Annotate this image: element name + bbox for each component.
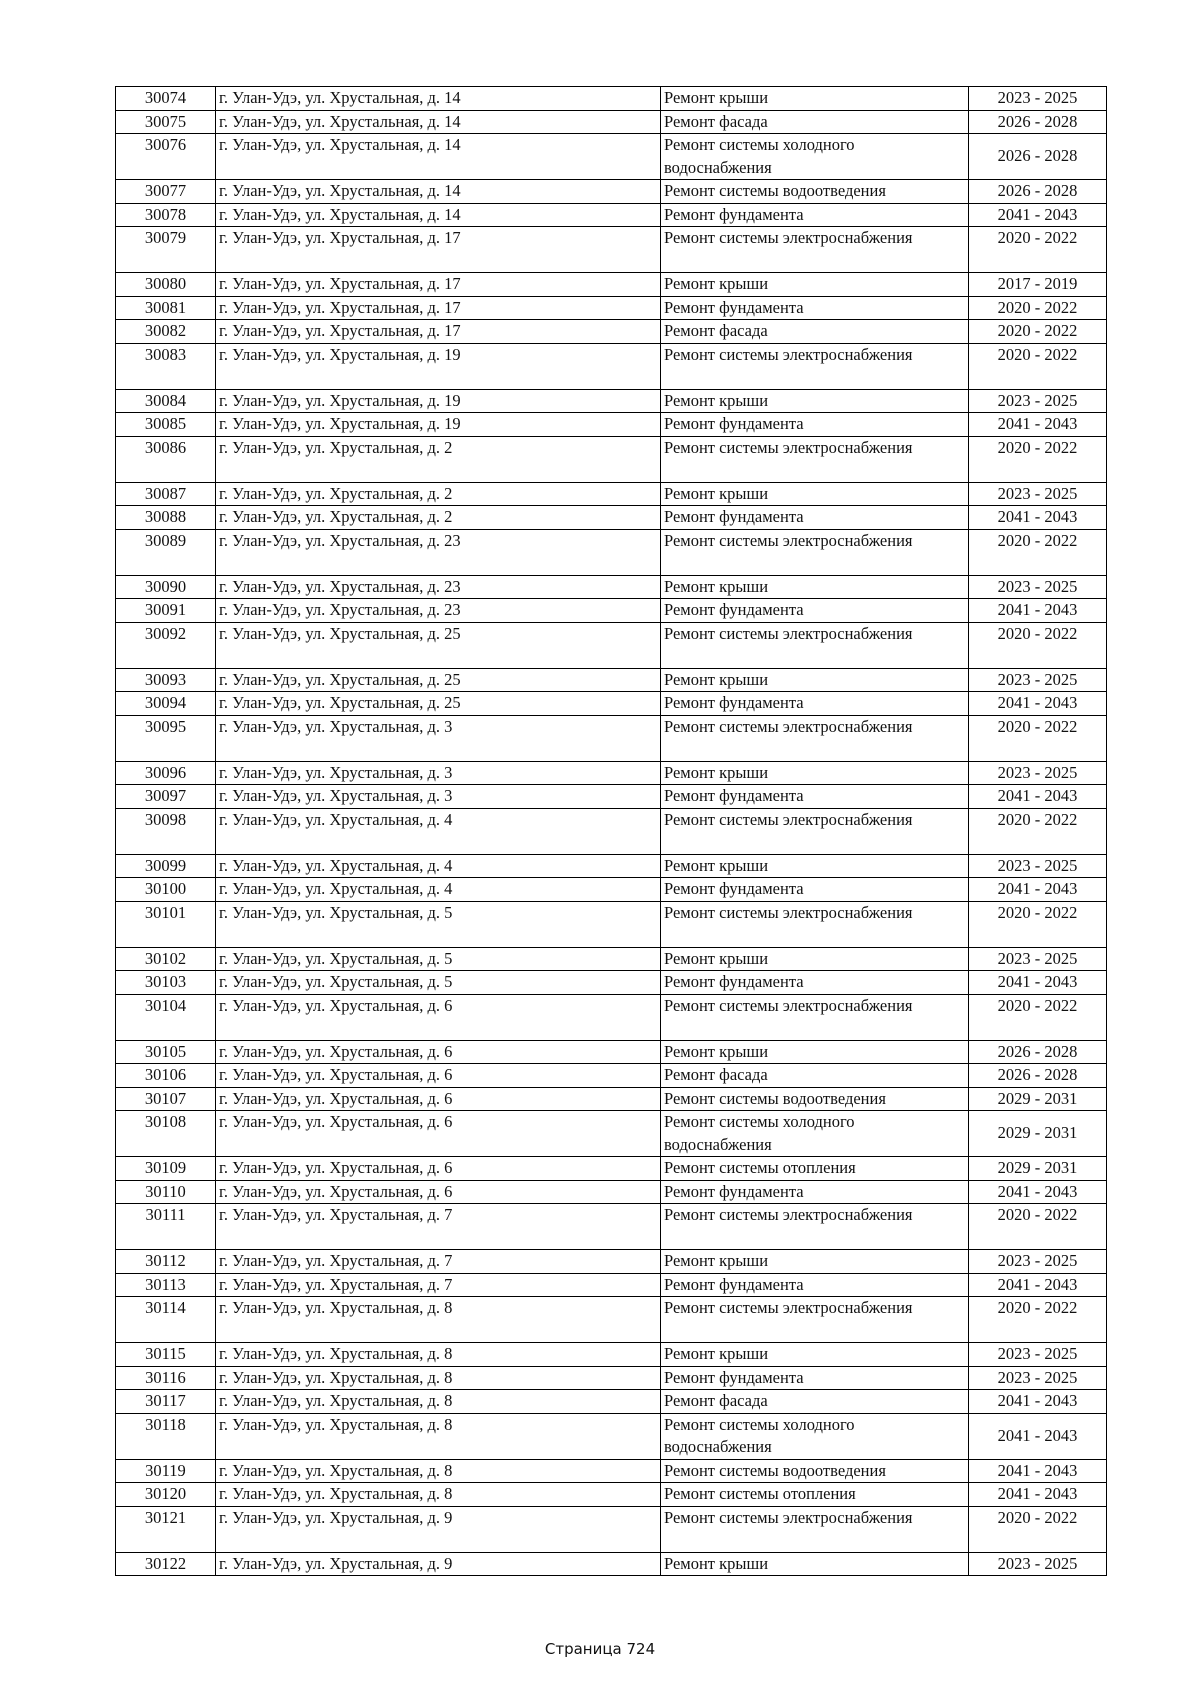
cell-id: 30076	[116, 134, 216, 180]
cell-work-type: Ремонт системы электроснабжения	[661, 1297, 969, 1343]
table-row	[116, 436, 1107, 482]
cell-period: 2020 - 2022	[969, 901, 1107, 947]
cell-address: г. Улан-Удэ, ул. Хрустальная, д. 19	[216, 389, 661, 413]
table-row	[116, 1111, 1107, 1157]
cell-address: г. Улан-Удэ, ул. Хрустальная, д. 6	[216, 1111, 661, 1157]
cell-address: г. Улан-Удэ, ул. Хрустальная, д. 2	[216, 436, 661, 482]
table-row	[116, 971, 1107, 995]
cell-address: г. Улан-Удэ, ул. Хрустальная, д. 8	[216, 1343, 661, 1367]
cell-period: 2020 - 2022	[969, 808, 1107, 854]
table-row	[116, 668, 1107, 692]
cell-address: г. Улан-Удэ, ул. Хрустальная, д. 4	[216, 808, 661, 854]
cell-address: г. Улан-Удэ, ул. Хрустальная, д. 17	[216, 273, 661, 297]
table-row	[116, 622, 1107, 668]
table-row	[116, 203, 1107, 227]
cell-period: 2041 - 2043	[969, 1413, 1107, 1459]
cell-id: 30119	[116, 1459, 216, 1483]
cell-period: 2020 - 2022	[969, 296, 1107, 320]
cell-id: 30106	[116, 1064, 216, 1088]
cell-period: 2041 - 2043	[969, 692, 1107, 716]
cell-period: 2023 - 2025	[969, 668, 1107, 692]
cell-period: 2020 - 2022	[969, 529, 1107, 575]
cell-address: г. Улан-Удэ, ул. Хрустальная, д. 3	[216, 785, 661, 809]
cell-address: г. Улан-Удэ, ул. Хрустальная, д. 8	[216, 1297, 661, 1343]
cell-period: 2020 - 2022	[969, 436, 1107, 482]
cell-id: 30116	[116, 1366, 216, 1390]
cell-work-type: Ремонт системы электроснабжения	[661, 343, 969, 389]
cell-period: 2026 - 2028	[969, 134, 1107, 180]
cell-address: г. Улан-Удэ, ул. Хрустальная, д. 14	[216, 180, 661, 204]
cell-work-type: Ремонт системы электроснабжения	[661, 994, 969, 1040]
table-body	[116, 87, 1107, 1576]
table-row	[116, 343, 1107, 389]
cell-work-type: Ремонт системы электроснабжения	[661, 1506, 969, 1552]
table-row	[116, 1506, 1107, 1552]
cell-work-type: Ремонт крыши	[661, 575, 969, 599]
cell-address: г. Улан-Удэ, ул. Хрустальная, д. 8	[216, 1483, 661, 1507]
cell-period: 2023 - 2025	[969, 854, 1107, 878]
cell-work-type: Ремонт системы отопления	[661, 1483, 969, 1507]
table-row	[116, 134, 1107, 180]
cell-work-type: Ремонт фасада	[661, 320, 969, 344]
cell-address: г. Улан-Удэ, ул. Хрустальная, д. 9	[216, 1552, 661, 1576]
cell-work-type: Ремонт системы электроснабжения	[661, 227, 969, 273]
cell-period: 2041 - 2043	[969, 1459, 1107, 1483]
cell-work-type: Ремонт системы электроснабжения	[661, 1204, 969, 1250]
cell-id: 30087	[116, 482, 216, 506]
cell-id: 30077	[116, 180, 216, 204]
table-row	[116, 180, 1107, 204]
cell-work-type: Ремонт фундамента	[661, 599, 969, 623]
table-row	[116, 87, 1107, 111]
cell-address: г. Улан-Удэ, ул. Хрустальная, д. 14	[216, 203, 661, 227]
cell-id: 30099	[116, 854, 216, 878]
cell-work-type: Ремонт фундамента	[661, 785, 969, 809]
cell-work-type: Ремонт системы электроснабжения	[661, 901, 969, 947]
table-row	[116, 389, 1107, 413]
table-row	[116, 1180, 1107, 1204]
cell-period: 2023 - 2025	[969, 87, 1107, 111]
cell-work-type: Ремонт фасада	[661, 1390, 969, 1414]
table-row	[116, 854, 1107, 878]
cell-address: г. Улан-Удэ, ул. Хрустальная, д. 9	[216, 1506, 661, 1552]
cell-id: 30095	[116, 715, 216, 761]
cell-work-type: Ремонт крыши	[661, 1250, 969, 1274]
cell-address: г. Улан-Удэ, ул. Хрустальная, д. 7	[216, 1250, 661, 1274]
cell-work-type: Ремонт крыши	[661, 273, 969, 297]
cell-work-type: Ремонт крыши	[661, 482, 969, 506]
cell-work-type: Ремонт фундамента	[661, 971, 969, 995]
cell-id: 30078	[116, 203, 216, 227]
cell-period: 2020 - 2022	[969, 622, 1107, 668]
table-row	[116, 808, 1107, 854]
cell-id: 30096	[116, 761, 216, 785]
cell-id: 30086	[116, 436, 216, 482]
cell-work-type: Ремонт фундамента	[661, 692, 969, 716]
cell-work-type: Ремонт крыши	[661, 854, 969, 878]
cell-id: 30091	[116, 599, 216, 623]
table-row	[116, 692, 1107, 716]
cell-id: 30083	[116, 343, 216, 389]
cell-work-type: Ремонт крыши	[661, 761, 969, 785]
cell-work-type: Ремонт фундамента	[661, 878, 969, 902]
cell-period: 2023 - 2025	[969, 947, 1107, 971]
cell-id: 30093	[116, 668, 216, 692]
cell-period: 2041 - 2043	[969, 599, 1107, 623]
cell-address: г. Улан-Удэ, ул. Хрустальная, д. 5	[216, 947, 661, 971]
cell-period: 2041 - 2043	[969, 878, 1107, 902]
table-row	[116, 1413, 1107, 1459]
table-row	[116, 1273, 1107, 1297]
cell-address: г. Улан-Удэ, ул. Хрустальная, д. 17	[216, 227, 661, 273]
cell-address: г. Улан-Удэ, ул. Хрустальная, д. 19	[216, 343, 661, 389]
cell-id: 30080	[116, 273, 216, 297]
cell-period: 2026 - 2028	[969, 110, 1107, 134]
table-row	[116, 1087, 1107, 1111]
cell-address: г. Улан-Удэ, ул. Хрустальная, д. 3	[216, 761, 661, 785]
cell-address: г. Улан-Удэ, ул. Хрустальная, д. 17	[216, 296, 661, 320]
cell-address: г. Улан-Удэ, ул. Хрустальная, д. 23	[216, 575, 661, 599]
table-row	[116, 273, 1107, 297]
table-row	[116, 1552, 1107, 1576]
cell-period: 2029 - 2031	[969, 1157, 1107, 1181]
cell-address: г. Улан-Удэ, ул. Хрустальная, д. 8	[216, 1366, 661, 1390]
cell-address: г. Улан-Удэ, ул. Хрустальная, д. 14	[216, 134, 661, 180]
cell-work-type: Ремонт фундамента	[661, 413, 969, 437]
cell-period: 2041 - 2043	[969, 506, 1107, 530]
table-row	[116, 1297, 1107, 1343]
table-row	[116, 901, 1107, 947]
cell-work-type: Ремонт системы электроснабжения	[661, 808, 969, 854]
cell-period: 2020 - 2022	[969, 343, 1107, 389]
cell-work-type: Ремонт системы холодного водоснабжения	[661, 1413, 969, 1459]
cell-work-type: Ремонт системы электроснабжения	[661, 715, 969, 761]
cell-address: г. Улан-Удэ, ул. Хрустальная, д. 14	[216, 110, 661, 134]
cell-period: 2023 - 2025	[969, 575, 1107, 599]
cell-address: г. Улан-Удэ, ул. Хрустальная, д. 6	[216, 1157, 661, 1181]
cell-address: г. Улан-Удэ, ул. Хрустальная, д. 7	[216, 1204, 661, 1250]
cell-address: г. Улан-Удэ, ул. Хрустальная, д. 23	[216, 529, 661, 575]
table-row	[116, 1459, 1107, 1483]
cell-id: 30110	[116, 1180, 216, 1204]
cell-work-type: Ремонт системы электроснабжения	[661, 622, 969, 668]
cell-period: 2023 - 2025	[969, 1343, 1107, 1367]
cell-work-type: Ремонт системы холодного водоснабжения	[661, 134, 969, 180]
cell-id: 30108	[116, 1111, 216, 1157]
cell-address: г. Улан-Удэ, ул. Хрустальная, д. 8	[216, 1390, 661, 1414]
cell-work-type: Ремонт фундамента	[661, 203, 969, 227]
cell-work-type: Ремонт фундамента	[661, 1180, 969, 1204]
cell-period: 2041 - 2043	[969, 1390, 1107, 1414]
cell-id: 30120	[116, 1483, 216, 1507]
cell-period: 2020 - 2022	[969, 1297, 1107, 1343]
cell-work-type: Ремонт крыши	[661, 1040, 969, 1064]
cell-id: 30109	[116, 1157, 216, 1181]
cell-address: г. Улан-Удэ, ул. Хрустальная, д. 5	[216, 901, 661, 947]
cell-id: 30102	[116, 947, 216, 971]
cell-period: 2041 - 2043	[969, 1180, 1107, 1204]
cell-work-type: Ремонт крыши	[661, 389, 969, 413]
cell-id: 30103	[116, 971, 216, 995]
cell-address: г. Улан-Удэ, ул. Хрустальная, д. 6	[216, 1040, 661, 1064]
cell-period: 2041 - 2043	[969, 785, 1107, 809]
table-row	[116, 878, 1107, 902]
cell-period: 2041 - 2043	[969, 1483, 1107, 1507]
table-row	[116, 227, 1107, 273]
cell-work-type: Ремонт системы отопления	[661, 1157, 969, 1181]
cell-id: 30121	[116, 1506, 216, 1552]
cell-period: 2026 - 2028	[969, 180, 1107, 204]
table-row	[116, 482, 1107, 506]
table-row	[116, 110, 1107, 134]
cell-id: 30088	[116, 506, 216, 530]
cell-work-type: Ремонт крыши	[661, 947, 969, 971]
table-row	[116, 575, 1107, 599]
cell-id: 30100	[116, 878, 216, 902]
table-row	[116, 1204, 1107, 1250]
table-row	[116, 296, 1107, 320]
cell-address: г. Улан-Удэ, ул. Хрустальная, д. 25	[216, 668, 661, 692]
cell-period: 2023 - 2025	[969, 482, 1107, 506]
cell-work-type: Ремонт фасада	[661, 110, 969, 134]
table-row	[116, 413, 1107, 437]
cell-address: г. Улан-Удэ, ул. Хрустальная, д. 14	[216, 87, 661, 111]
cell-work-type: Ремонт системы холодного водоснабжения	[661, 1111, 969, 1157]
cell-address: г. Улан-Удэ, ул. Хрустальная, д. 4	[216, 854, 661, 878]
cell-id: 30082	[116, 320, 216, 344]
cell-period: 2023 - 2025	[969, 1552, 1107, 1576]
table-row	[116, 715, 1107, 761]
cell-work-type: Ремонт крыши	[661, 1552, 969, 1576]
cell-id: 30092	[116, 622, 216, 668]
cell-id: 30104	[116, 994, 216, 1040]
table-row	[116, 599, 1107, 623]
cell-work-type: Ремонт фасада	[661, 1064, 969, 1088]
table-row	[116, 1250, 1107, 1274]
cell-id: 30101	[116, 901, 216, 947]
cell-id: 30081	[116, 296, 216, 320]
cell-period: 2026 - 2028	[969, 1040, 1107, 1064]
cell-id: 30085	[116, 413, 216, 437]
cell-address: г. Улан-Удэ, ул. Хрустальная, д. 25	[216, 692, 661, 716]
cell-id: 30075	[116, 110, 216, 134]
cell-id: 30114	[116, 1297, 216, 1343]
cell-period: 2020 - 2022	[969, 227, 1107, 273]
cell-period: 2023 - 2025	[969, 389, 1107, 413]
cell-id: 30107	[116, 1087, 216, 1111]
cell-work-type: Ремонт крыши	[661, 87, 969, 111]
cell-id: 30112	[116, 1250, 216, 1274]
cell-address: г. Улан-Удэ, ул. Хрустальная, д. 2	[216, 482, 661, 506]
cell-period: 2017 - 2019	[969, 273, 1107, 297]
table-row	[116, 1040, 1107, 1064]
cell-period: 2041 - 2043	[969, 971, 1107, 995]
cell-id: 30111	[116, 1204, 216, 1250]
table-row	[116, 1366, 1107, 1390]
table-row	[116, 994, 1107, 1040]
table-row	[116, 529, 1107, 575]
table-row	[116, 761, 1107, 785]
cell-period: 2020 - 2022	[969, 320, 1107, 344]
cell-address: г. Улан-Удэ, ул. Хрустальная, д. 25	[216, 622, 661, 668]
cell-period: 2020 - 2022	[969, 1506, 1107, 1552]
repair-schedule-table	[115, 86, 1107, 1576]
cell-work-type: Ремонт системы электроснабжения	[661, 529, 969, 575]
table-row	[116, 1343, 1107, 1367]
cell-address: г. Улан-Удэ, ул. Хрустальная, д. 8	[216, 1413, 661, 1459]
cell-work-type: Ремонт фундамента	[661, 1366, 969, 1390]
cell-work-type: Ремонт крыши	[661, 668, 969, 692]
cell-period: 2029 - 2031	[969, 1111, 1107, 1157]
cell-work-type: Ремонт крыши	[661, 1343, 969, 1367]
table-row	[116, 1064, 1107, 1088]
cell-work-type: Ремонт фундамента	[661, 506, 969, 530]
cell-id: 30113	[116, 1273, 216, 1297]
cell-id: 30074	[116, 87, 216, 111]
cell-period: 2026 - 2028	[969, 1064, 1107, 1088]
cell-id: 30105	[116, 1040, 216, 1064]
cell-period: 2023 - 2025	[969, 761, 1107, 785]
cell-period: 2023 - 2025	[969, 1366, 1107, 1390]
cell-id: 30097	[116, 785, 216, 809]
cell-id: 30118	[116, 1413, 216, 1459]
table-row	[116, 947, 1107, 971]
page-number: Страница 724	[544, 1640, 656, 1658]
cell-period: 2020 - 2022	[969, 994, 1107, 1040]
cell-address: г. Улан-Удэ, ул. Хрустальная, д. 2	[216, 506, 661, 530]
cell-address: г. Улан-Удэ, ул. Хрустальная, д. 23	[216, 599, 661, 623]
cell-address: г. Улан-Удэ, ул. Хрустальная, д. 6	[216, 994, 661, 1040]
cell-id: 30117	[116, 1390, 216, 1414]
table-row	[116, 785, 1107, 809]
cell-id: 30084	[116, 389, 216, 413]
cell-address: г. Улан-Удэ, ул. Хрустальная, д. 6	[216, 1064, 661, 1088]
cell-period: 2041 - 2043	[969, 203, 1107, 227]
cell-work-type: Ремонт системы водоотведения	[661, 1459, 969, 1483]
cell-address: г. Улан-Удэ, ул. Хрустальная, д. 17	[216, 320, 661, 344]
cell-id: 30115	[116, 1343, 216, 1367]
cell-period: 2023 - 2025	[969, 1250, 1107, 1274]
table-row	[116, 1157, 1107, 1181]
cell-address: г. Улан-Удэ, ул. Хрустальная, д. 4	[216, 878, 661, 902]
cell-id: 30090	[116, 575, 216, 599]
cell-id: 30079	[116, 227, 216, 273]
cell-address: г. Улан-Удэ, ул. Хрустальная, д. 6	[216, 1180, 661, 1204]
cell-period: 2029 - 2031	[969, 1087, 1107, 1111]
cell-period: 2041 - 2043	[969, 1273, 1107, 1297]
cell-address: г. Улан-Удэ, ул. Хрустальная, д. 6	[216, 1087, 661, 1111]
cell-work-type: Ремонт системы водоотведения	[661, 180, 969, 204]
cell-work-type: Ремонт фундамента	[661, 1273, 969, 1297]
cell-work-type: Ремонт системы электроснабжения	[661, 436, 969, 482]
cell-address: г. Улан-Удэ, ул. Хрустальная, д. 5	[216, 971, 661, 995]
cell-work-type: Ремонт системы водоотведения	[661, 1087, 969, 1111]
cell-period: 2041 - 2043	[969, 413, 1107, 437]
table-row	[116, 320, 1107, 344]
cell-id: 30098	[116, 808, 216, 854]
cell-id: 30094	[116, 692, 216, 716]
cell-address: г. Улан-Удэ, ул. Хрустальная, д. 8	[216, 1459, 661, 1483]
cell-id: 30122	[116, 1552, 216, 1576]
table-row	[116, 1390, 1107, 1414]
table-row	[116, 506, 1107, 530]
cell-period: 2020 - 2022	[969, 1204, 1107, 1250]
cell-address: г. Улан-Удэ, ул. Хрустальная, д. 7	[216, 1273, 661, 1297]
cell-work-type: Ремонт фундамента	[661, 296, 969, 320]
table-row	[116, 1483, 1107, 1507]
cell-period: 2020 - 2022	[969, 715, 1107, 761]
cell-id: 30089	[116, 529, 216, 575]
cell-address: г. Улан-Удэ, ул. Хрустальная, д. 3	[216, 715, 661, 761]
cell-address: г. Улан-Удэ, ул. Хрустальная, д. 19	[216, 413, 661, 437]
